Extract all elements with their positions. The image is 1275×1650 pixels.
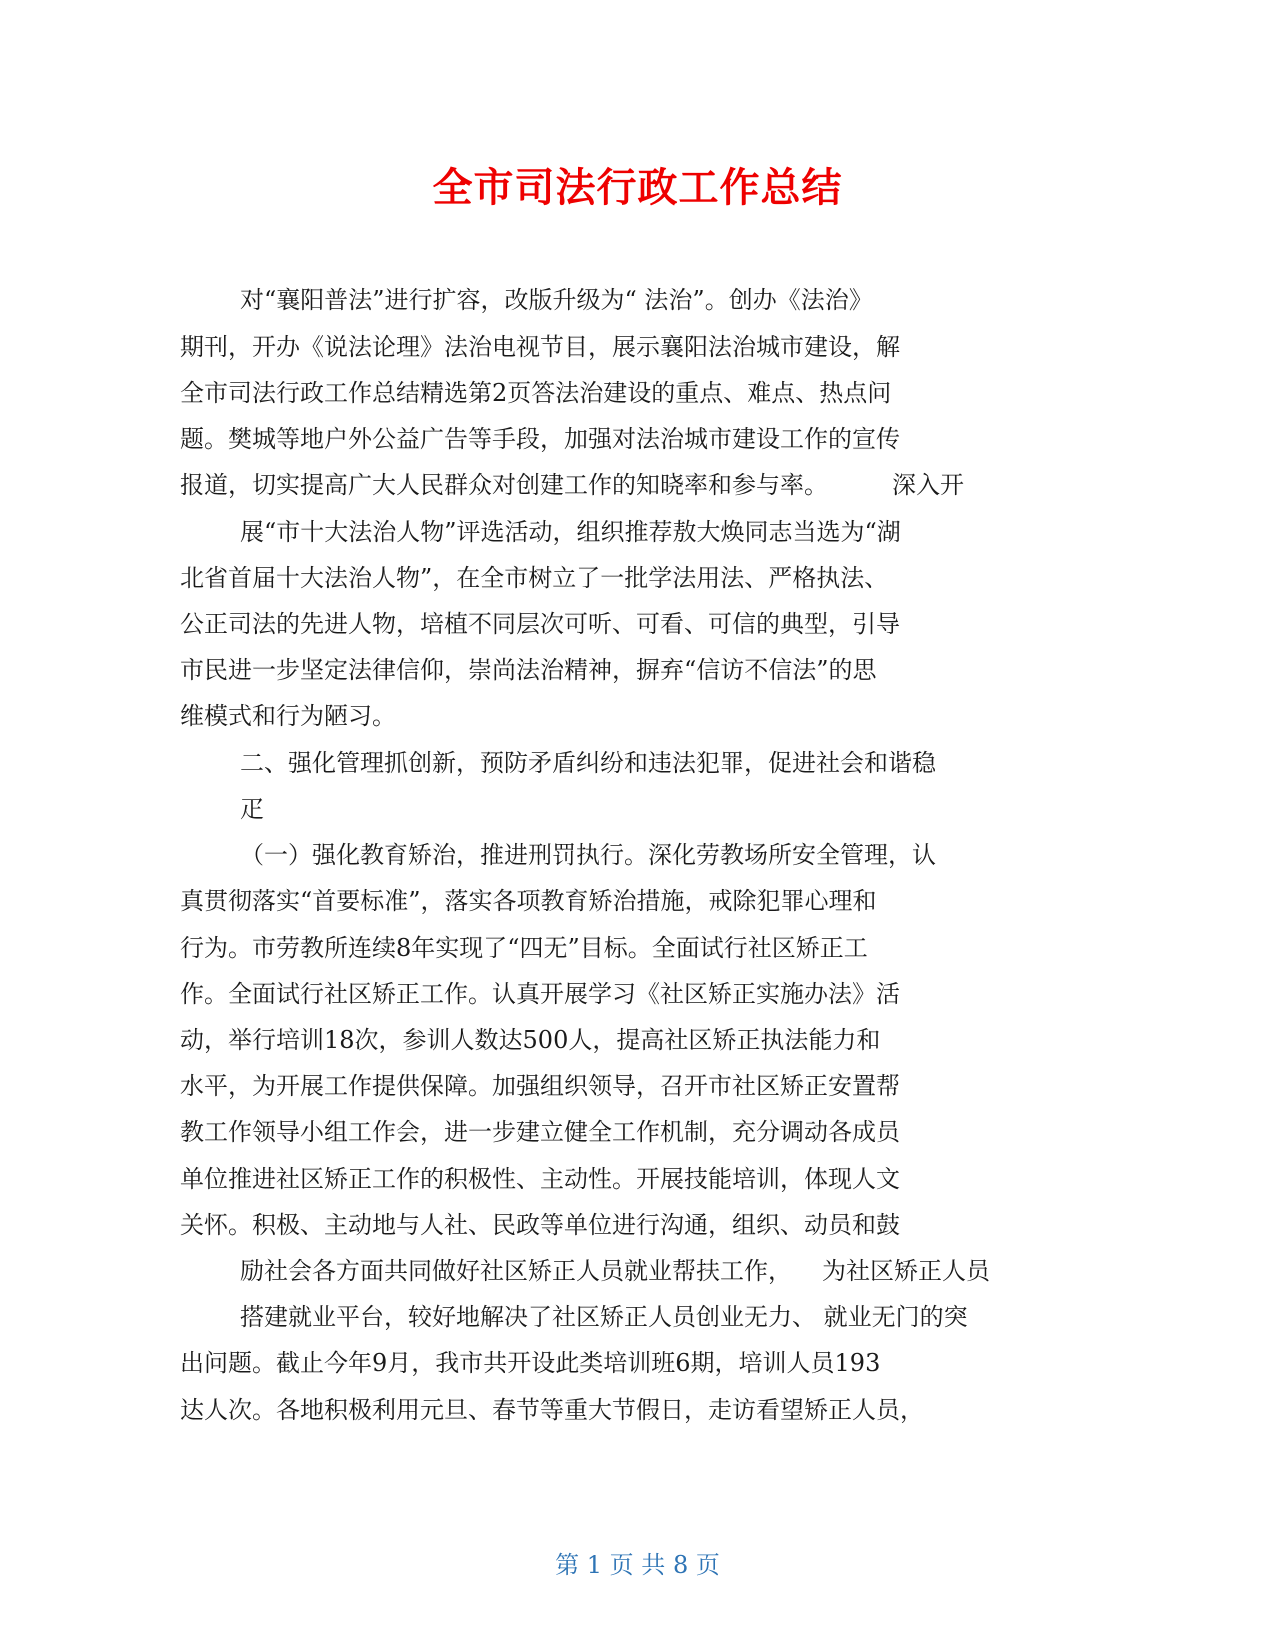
body-line: 作。全面试行社区矫正工作。认真开展学习《社区矫正实施办法》活	[180, 980, 900, 1008]
body-line: 达人次。各地积极利用元旦、春节等重大节假日，走访看望矫正人员，	[180, 1396, 924, 1424]
body-line: 关怀。积极、主动地与人社、民政等单位进行沟通，组织、动员和鼓	[180, 1211, 900, 1239]
body-line: 全市司法行政工作总结精选第2页答法治建设的重点、难点、热点问	[180, 379, 892, 407]
body-line: 市民进一步坚定法律信仰，崇尚法治精神，摒弃“信访不信法”的思	[180, 656, 877, 684]
section-heading: 疋	[240, 795, 264, 823]
body-line: 教工作领导小组工作会，进一步建立健全工作机制，充分调动各成员	[180, 1118, 900, 1146]
body-line: 搭建就业平台，较好地解决了社区矫正人员创业无力、 就业无门的突	[240, 1303, 968, 1331]
page-number-footer: 第 1 页 共 8 页	[555, 1551, 720, 1579]
body-line: 出问题。截止今年9月，我市共开设此类培训班6期，培训人员193	[180, 1349, 881, 1377]
body-line: 报道，切实提高广大人民群众对创建工作的知晓率和参与率。	[180, 471, 828, 499]
body-line: 期刊，开办《说法论理》法治电视节目，展示襄阳法治城市建设，解	[180, 333, 900, 361]
body-line: 真贯彻落实“首要标准”，落实各项教育矫治措施，戒除犯罪心理和	[180, 887, 877, 915]
body-line: 动，举行培训18次，参训人数达500人，提高社区矫正执法能力和	[180, 1026, 881, 1054]
body-line: 题。樊城等地户外公益广告等手段，加强对法治城市建设工作的宣传	[180, 425, 900, 453]
document-title: 全市司法行政工作总结	[432, 165, 843, 211]
body-line: 展“市十大法治人物”评选活动，组织推荐敖大焕同志当选为“湖	[240, 518, 901, 546]
body-line: 行为。市劳教所连续8年实现了“四无”目标。全面试行社区矫正工	[180, 934, 868, 962]
section-heading: 二、强化管理抓创新，预防矛盾纠纷和违法犯罪，促进社会和谐稳	[240, 749, 936, 777]
body-line: 北省首届十大法治人物”，在全市树立了一批学法用法、严格执法、	[180, 564, 889, 592]
body-line: 水平，为开展工作提供保障。加强组织领导，召开市社区矫正安置帮	[180, 1072, 900, 1100]
body-line: 为社区矫正人员	[822, 1257, 990, 1285]
body-line: 深入开	[892, 471, 964, 499]
body-line: 对“襄阳普法”进行扩容，改版升级为“ 法治”。创办《法治》	[240, 286, 873, 314]
body-line: 励社会各方面共同做好社区矫正人员就业帮扶工作，	[240, 1257, 792, 1285]
body-line: （一）强化教育矫治，推进刑罚执行。深化劳教场所安全管理，认	[240, 841, 936, 869]
body-line: 公正司法的先进人物，培植不同层次可听、可看、可信的典型，引导	[180, 610, 900, 638]
body-line: 维模式和行为陋习。	[180, 702, 396, 730]
body-line: 单位推进社区矫正工作的积极性、主动性。开展技能培训，体现人文	[180, 1165, 900, 1193]
